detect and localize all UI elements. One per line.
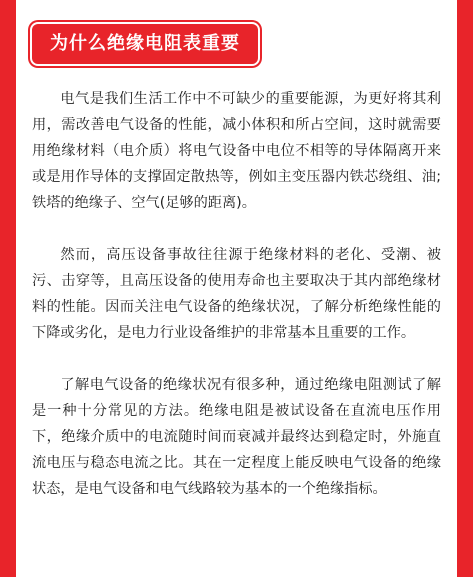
paragraph-2: 然而，高压设备事故往往源于绝缘材料的老化、受潮、被污、击穿等，且高压设备的使用寿命也主要取决于其内部绝缘材料的性能。因而关注电气设备的绝缘状况，了解分析绝缘性能的下降或劣化，是电力行业设备维护的非常基本且重要的工作。 — [32, 247, 441, 341]
section-title: 为什么绝缘电阻表重要 — [32, 24, 258, 64]
article-body — [32, 86, 441, 502]
paragraph-1: 电气是我们生活工作中不可缺少的重要能源，为更好将其利用，需改善电气设备的性能，减小体积和所占空间，这时就需要用绝缘材料（电介质）将电气设备中电位不相等的导体隔离开来或是用作导体的支撑固定散热等，例如主变压器内铁芯绕组、油;铁塔的绝缘子、空气(足够的距离)。 — [32, 91, 441, 211]
section-heading — [32, 24, 258, 64]
paragraph-3: 了解电气设备的绝缘状况有很多种，通过绝缘电阻测试了解是一种十分常见的方法。绝缘电阻是被试设备在直流电压作用下，绝缘介质中的电流随时间而衰减并最终达到稳定时，外施直流电压与稳态电流之比。其在一定程度上能反映电气设备的绝缘状态，是电气设备和电气线路较为基本的一个绝缘指标。 — [32, 377, 441, 497]
